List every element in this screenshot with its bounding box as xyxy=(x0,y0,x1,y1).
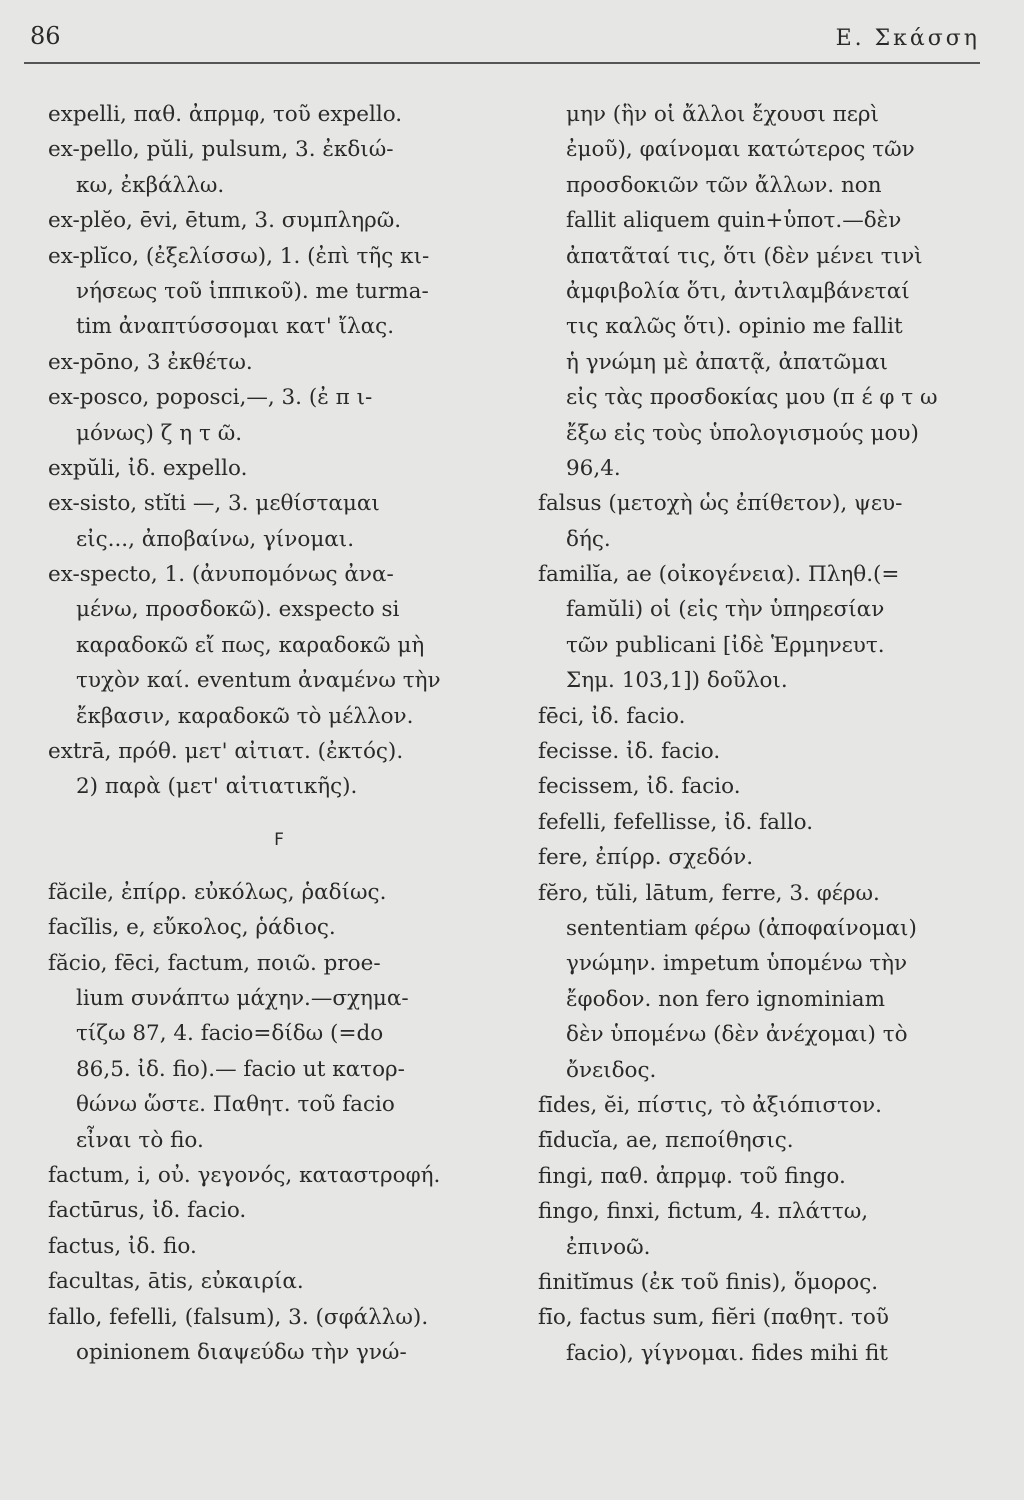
dictionary-line: facĭlis, e, εὔκολος, ῥάδιος. xyxy=(48,915,336,941)
dictionary-line: ἀπατᾶταί τις, ὅτι (δὲν μένει τινὶ xyxy=(566,243,923,269)
dictionary-line: τις καλῶς ὅτι). opinio me fallit xyxy=(566,314,903,340)
dictionary-line: sententiam φέρω (ἀποφαίνομαι) xyxy=(566,915,917,941)
dictionary-line: ἐμοῦ), φαίνομαι κατώτερος τῶν xyxy=(566,137,915,163)
dictionary-line: θώνω ὥστε. Παθητ. τοῦ facio xyxy=(76,1092,395,1118)
header-rule xyxy=(24,62,980,64)
dictionary-line: 86,5. ἰδ. fio).— facio ut κατορ- xyxy=(76,1056,405,1082)
dictionary-line: ἐπινοῶ. xyxy=(566,1234,651,1260)
dictionary-line: famŭli) οἱ (εἰς τὴν ὑπηρεσίαν xyxy=(566,597,885,623)
dictionary-line: ex-plĕo, ēvi, ētum, 3. συμπληρῶ. xyxy=(48,208,402,234)
dictionary-line: ἔξω εἰς τοὺς ὑπολογισμούς μου) xyxy=(566,420,919,446)
dictionary-line: factus, ἰδ. fio. xyxy=(48,1233,197,1259)
dictionary-line: ex-plĭco, (ἐξελίσσω), 1. (ἐπὶ τῆς κι- xyxy=(48,243,430,269)
dictionary-line: fefelli, fefellisse, ἰδ. fallo. xyxy=(538,809,814,835)
dictionary-line: εἰς..., ἀποβαίνω, γίνομαι. xyxy=(76,526,355,552)
dictionary-line: εἰς τὰς προσδοκίας μου (π έ φ τ ω xyxy=(566,385,938,411)
dictionary-line: ἔφοδον. non fero ignominiam xyxy=(566,986,885,1012)
dictionary-line: lium συνάπτω μάχην.—σχημα- xyxy=(76,985,409,1011)
dictionary-line: fĕro, tŭli, lātum, ferre, 3. φέρω. xyxy=(538,880,880,906)
dictionary-line: fēci, ἰδ. facio. xyxy=(538,703,686,729)
dictionary-line: 96,4. xyxy=(566,455,621,481)
dictionary-line: ἡ γνώμη μὲ ἀπατᾷ, ἀπατῶμαι xyxy=(566,349,888,375)
dictionary-line: fīo, factus sum, fiĕri (παθητ. τοῦ xyxy=(538,1305,889,1331)
dictionary-line: fere, ἐπίρρ. σχεδόν. xyxy=(538,845,754,871)
dictionary-line: fingi, παθ. ἀπρμφ. τοῦ fingo. xyxy=(538,1163,846,1189)
dictionary-line: καραδοκῶ εἴ πως, καραδοκῶ μὴ xyxy=(76,632,425,658)
running-title: Ε. Σκάσση xyxy=(835,26,980,51)
dictionary-line: κω, ἐκβάλλω. xyxy=(76,172,225,198)
dictionary-line: falsus (μετοχὴ ὡς ἐπίθετον), ψευ- xyxy=(538,491,903,517)
dictionary-line: μόνως) ζ η τ ῶ. xyxy=(76,420,243,446)
dictionary-line: εἶναι τὸ fio. xyxy=(76,1127,204,1153)
dictionary-line: ex-pōno, 3 ἐκθέτω. xyxy=(48,349,253,375)
dictionary-line: ex-sisto, stĭti —, 3. μεθίσταμαι xyxy=(48,491,380,517)
dictionary-line: ἔκβασιν, καραδοκῶ τὸ μέλλον. xyxy=(76,703,414,729)
dictionary-line: μην (ἣν οἱ ἄλλοι ἔχουσι περὶ xyxy=(566,102,879,127)
dictionary-line: ἀμφιβολία ὅτι, ἀντιλαμβάνεταί xyxy=(566,278,910,304)
dictionary-line: δὲν ὑπομένω (δὲν ἀνέχομαι) τὸ xyxy=(566,1022,908,1048)
dictionary-line: tim ἀναπτύσσομαι κατ' ἴλας. xyxy=(76,314,395,340)
dictionary-line: facultas, ātis, εὐκαιρία. xyxy=(48,1269,304,1295)
dictionary-line: νήσεως τοῦ ἱππικοῦ). me turma- xyxy=(76,278,429,304)
dictionary-line: expŭli, ἰδ. expello. xyxy=(48,455,248,481)
dictionary-line: fallo, fefelli, (falsum), 3. (σφάλλω). xyxy=(48,1304,429,1330)
dictionary-line: finitĭmus (ἐκ τοῦ finis), ὅμορος. xyxy=(538,1269,879,1295)
dictionary-line: făcile, ἐπίρρ. εὐκόλως, ῥαδίως. xyxy=(48,879,387,905)
dictionary-line: προσδοκιῶν τῶν ἄλλων. non xyxy=(566,172,882,198)
dictionary-line: ex-pello, pŭli, pulsum, 3. ἐκδιώ- xyxy=(48,137,394,163)
dictionary-line: 2) παρὰ (μετ' αἰτιατικῆς). xyxy=(76,774,358,800)
dictionary-line: făcio, fēci, factum, ποιῶ. proe- xyxy=(48,950,381,976)
page-number: 86 xyxy=(30,22,61,50)
dictionary-line: fīducĭa, ae, πεποίθησις. xyxy=(538,1128,794,1154)
dictionary-line: δής. xyxy=(566,526,611,552)
dictionary-line: fallit aliquem quin+ὑποτ.—δὲν xyxy=(566,208,902,234)
dictionary-line: extrā, πρόθ. μετ' αἰτιατ. (ἐκτός). xyxy=(48,739,404,765)
dictionary-line: fecisse. ἰδ. facio. xyxy=(538,739,721,765)
dictionary-line: expelli, παθ. ἀπρμφ, τοῦ expello. xyxy=(48,102,403,127)
right-column xyxy=(538,97,1000,1371)
dictionary-line: ex-specto, 1. (ἀνυπομόνως ἀνα- xyxy=(48,562,394,588)
dictionary-line: opinionem διαψεύδω τὴν γνώ- xyxy=(76,1339,407,1365)
dictionary-line: τυχὸν καί. eventum ἀναμένω τὴν xyxy=(76,668,441,694)
dictionary-line: facio), γίγνομαι. fides mihi fit xyxy=(566,1340,888,1366)
dictionary-line: factūrus, ἰδ. facio. xyxy=(48,1198,247,1224)
dictionary-line: fīdes, ĕi, πίστις, τὸ ἀξιόπιστον. xyxy=(538,1092,882,1118)
dictionary-line: μένω, προσδοκῶ). exspecto si xyxy=(76,597,400,623)
dictionary-line: τῶν publicani [ἰδὲ Ἑρμηνευτ. xyxy=(566,632,885,658)
dictionary-line: ex-posco, poposci,—, 3. (ἐ π ι- xyxy=(48,385,373,411)
dictionary-line: ὄνειδος. xyxy=(566,1057,657,1083)
dictionary-line: γνώμην. impetum ὑπομένω τὴν xyxy=(566,951,908,977)
left-column xyxy=(48,97,510,1370)
dictionary-line: factum, i, οὐ. γεγονός, καταστροφή. xyxy=(48,1162,441,1188)
dictionary-line: Σημ. 103,1]) δοῦλοι. xyxy=(566,668,788,694)
dictionary-line: τίζω 87, 4. facio=δίδω (=do xyxy=(76,1021,384,1047)
dictionary-line: fecissem, ἰδ. facio. xyxy=(538,774,741,800)
section-letter: F xyxy=(274,829,284,850)
dictionary-line: familĭa, ae (οἰκογένεια). Πληθ.(= xyxy=(538,562,900,588)
dictionary-line: fingo, finxi, fictum, 4. πλάττω, xyxy=(538,1199,869,1225)
